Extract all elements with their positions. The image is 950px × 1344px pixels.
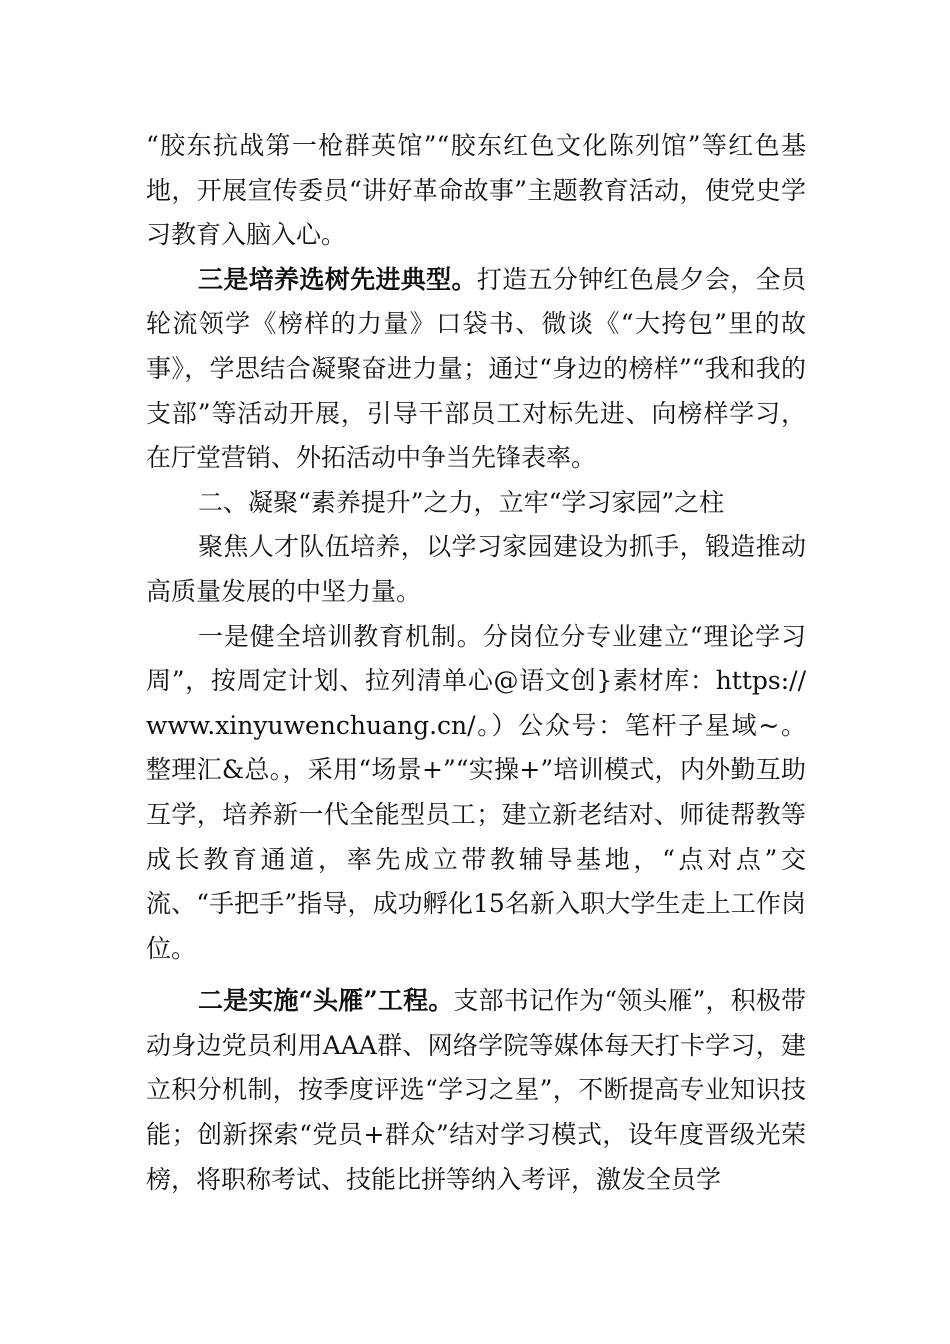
paragraph-text: 打造五分钟红色晨夕会，全员轮流领学《榜样的力量》口袋书、微谈《“大挎包”里的故事》，学思结合凝聚奋进力量；通过“身边的榜样”“我和我的支部”等活动开展，引导干部员工对标先进、向榜样学习，在厅堂营销、外拓活动中争当先锋表率。 — [146, 264, 806, 473]
paragraph-lead-heading: 二是实施“头雁”工程。 — [198, 986, 454, 1016]
section-heading-two — [146, 481, 806, 526]
paragraph-lead-heading: 三是培养选树先进典型。 — [198, 264, 477, 294]
paragraph-text: 支部书记作为“领头雁”，积极带动身边党员利用AAA群、网络学院等媒体每天打卡学习，建立积分机制，按季度评选“学习之星”，不断提高专业知识技能；创新探索“党员+群众”结对学习模式，设年度晋级光荣榜，将职称考试、技能比拼等纳入考评，激发全员学 — [146, 986, 806, 1194]
paragraph-red-bases — [146, 124, 806, 258]
paragraph-talent-focus — [146, 525, 806, 614]
paragraph-text: 一是健全培训教育机制。分岗位分专业建立“理论学习周”，按周定计划、拉列清单心@语文创}素材库：https://www.xinyuwenchuang.cn/。）公众号：笔杆子星域~。整理汇&总。，采用“场景+”“实操+”培训模式，内外勤互助互学，培养新一代全能型员工；建立新老结对、师徒帮教等成长教育通道，率先成立带教辅导基地，“点对点”交流、“手把手”指导，成功孵化15名新入职大学生走上工作岗位。 — [146, 621, 806, 963]
document-body — [146, 124, 806, 1202]
section-heading-text: 二、凝聚“素养提升”之力，立牢“学习家园”之柱 — [198, 487, 725, 517]
paragraph-training-mechanism — [146, 615, 806, 972]
paragraph-lead-goose-project — [146, 979, 806, 1202]
paragraph-text: “胶东抗战第一枪群英馆”“胶东红色文化陈列馆”等红色基地，开展宣传委员“讲好革命故事”主题教育活动，使党史学习教育入脑入心。 — [146, 131, 806, 250]
paragraph-text: 聚焦人才队伍培养，以学习家园建设为抓手，锻造推动高质量发展的中坚力量。 — [146, 532, 806, 606]
paragraph-role-models — [146, 258, 806, 481]
